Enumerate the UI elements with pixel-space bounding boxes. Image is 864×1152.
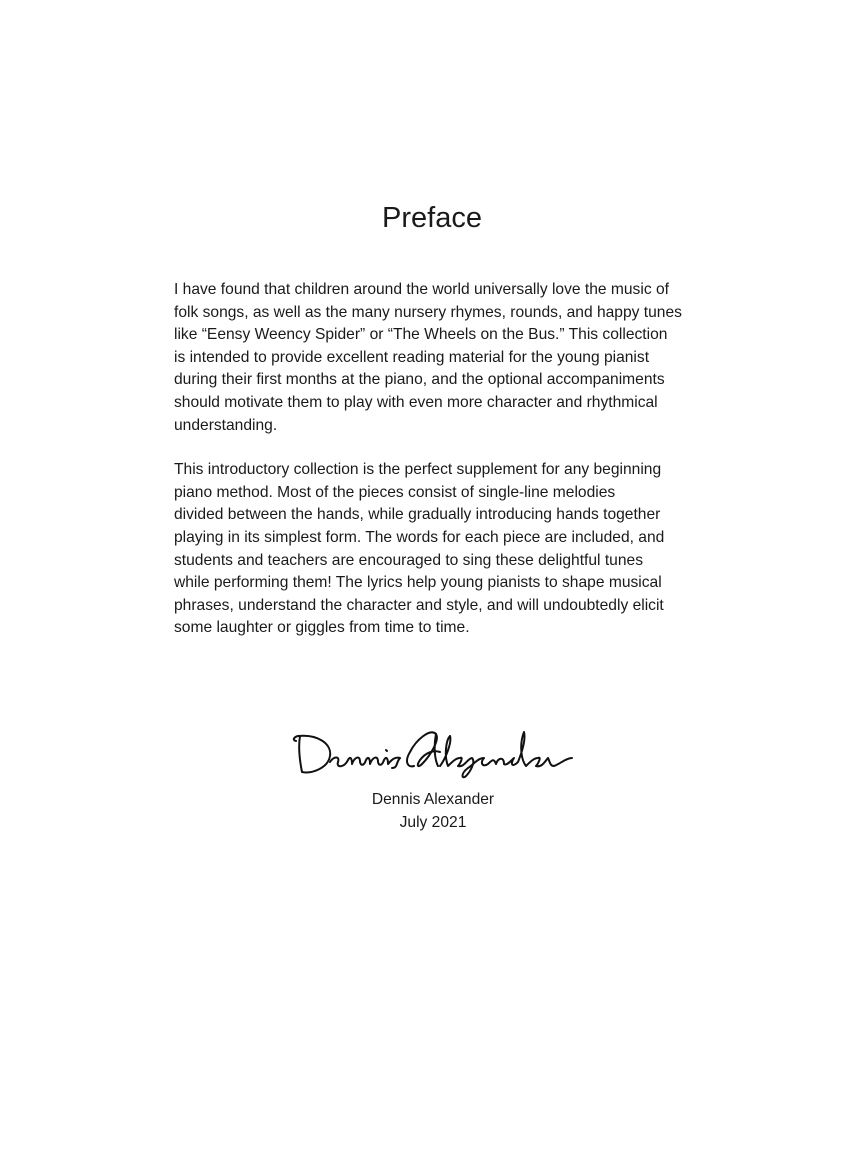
- page-title: Preface: [382, 202, 482, 234]
- author-name: Dennis Alexander: [371, 791, 495, 808]
- handwritten-signature: [290, 722, 576, 780]
- author-date: July 2021: [399, 813, 467, 831]
- author-signature-block: [0, 789, 864, 834]
- paragraph-1: I have found that children around the world universally love the music of folk songs, as well as the many nursery rhymes, rounds, and happy tunes like “Eensy Weency Spider” or “The Wheels on the Bus.” This collection is intended to provide excellent reading material for the young pianist during their first months at the piano, and the optional accompaniments should motivate them to play with even more character and rhythmical understanding.: [174, 281, 682, 434]
- preface-body: [174, 279, 714, 662]
- paragraph-2: This introductory collection is the perfect supplement for any beginning piano method. Most of the pieces consist of single-line melodies divided between the hands, while gradually introducing hands together playing in its simplest form. The words for each piece are included, and students and teachers are encouraged to sing these delightful tunes while performing them! The lyrics help young pianists to shape musical phrases, understand the character and style, and will undoubtedly elicit some laughter or giggles from time to time.: [174, 461, 665, 637]
